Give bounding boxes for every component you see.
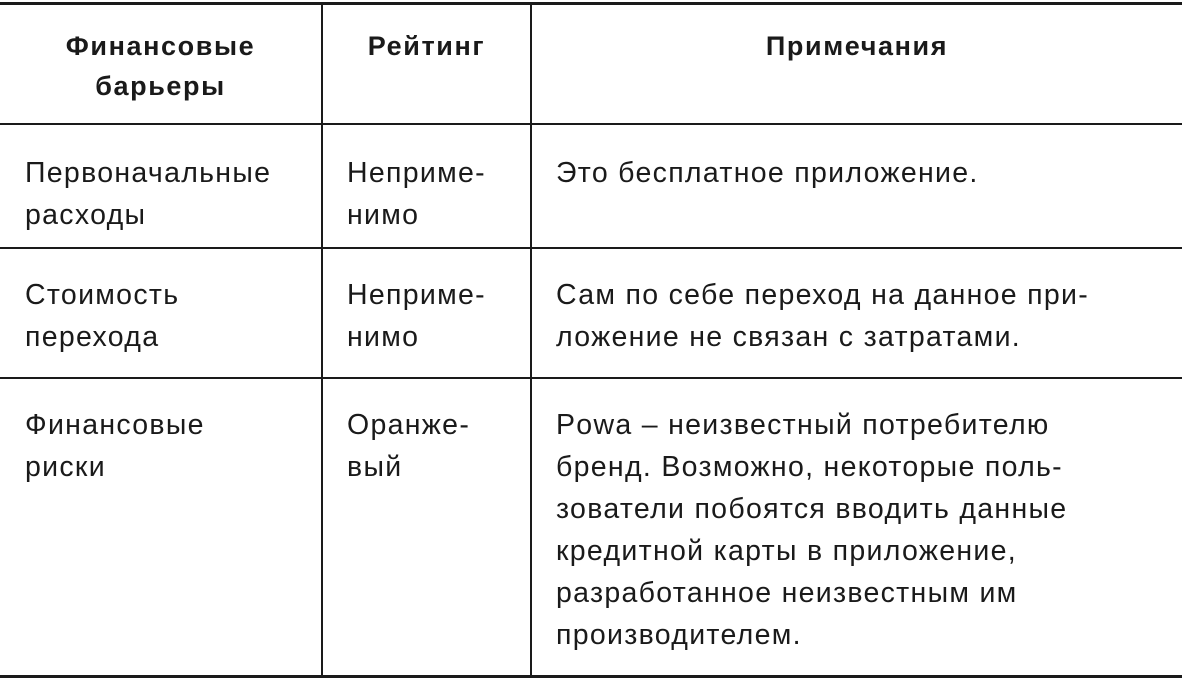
row-2-notes bbox=[556, 274, 1089, 358]
row-3-notes-line-1: Powa – неизвестный потребителю bbox=[556, 409, 1050, 441]
row-3-notes bbox=[556, 404, 1067, 656]
row-3-barrier bbox=[25, 404, 205, 488]
column-divider-1 bbox=[321, 2, 323, 678]
row-3-barrier-line-1: Финансовые bbox=[25, 409, 205, 441]
row-3-rating-line-1: Оранже- bbox=[347, 409, 471, 441]
row-2-bottom-rule bbox=[0, 377, 1182, 379]
row-3-notes-line-6: производителем. bbox=[556, 619, 802, 651]
column-divider-2 bbox=[530, 2, 532, 678]
row-1-barrier-line-2: расходы bbox=[25, 199, 147, 231]
row-1-rating-line-2: нимо bbox=[347, 199, 420, 231]
row-3-rating bbox=[347, 404, 470, 488]
row-1-bottom-rule bbox=[0, 247, 1182, 249]
row-1-barrier bbox=[25, 152, 271, 236]
table-bottom-rule bbox=[0, 675, 1182, 678]
row-1-barrier-line-1: Первоначальные bbox=[25, 157, 272, 189]
header-barriers-line-2: барьеры bbox=[95, 71, 226, 101]
row-3-rating-line-2: вый bbox=[347, 451, 403, 483]
row-3-barrier-line-2: риски bbox=[25, 451, 106, 483]
row-1-notes-line-1: Это бесплатное приложение. bbox=[556, 157, 979, 189]
header-barriers bbox=[0, 26, 321, 106]
row-2-notes-line-2: ложение не связан с затратами. bbox=[556, 321, 1022, 353]
header-bottom-rule bbox=[0, 123, 1182, 125]
row-2-rating bbox=[347, 274, 486, 358]
row-2-barrier-line-2: перехода bbox=[25, 321, 160, 353]
row-1-rating bbox=[347, 152, 486, 236]
row-3-notes-line-3: зователи побоятся вводить данные bbox=[556, 493, 1068, 525]
row-3-notes-line-4: кредитной карты в приложение, bbox=[556, 535, 1017, 567]
row-2-barrier bbox=[25, 274, 179, 358]
header-rating bbox=[323, 26, 530, 66]
row-2-barrier-line-1: Стоимость bbox=[25, 279, 180, 311]
row-3-notes-line-5: разработанное неизвестным им bbox=[556, 577, 1018, 609]
table-top-rule bbox=[0, 2, 1182, 5]
header-rating-line-1: Рейтинг bbox=[367, 31, 486, 61]
row-2-rating-line-1: Неприме- bbox=[347, 279, 486, 311]
row-2-notes-line-1: Сам по себе переход на данное при- bbox=[556, 279, 1090, 311]
header-notes-line-1: Примечания bbox=[765, 31, 949, 61]
row-1-rating-line-1: Неприме- bbox=[347, 157, 486, 189]
row-2-rating-line-2: нимо bbox=[347, 321, 420, 353]
header-notes bbox=[532, 26, 1182, 66]
row-3-notes-line-2: бренд. Возможно, некоторые поль- bbox=[556, 451, 1063, 483]
row-1-notes bbox=[556, 152, 979, 194]
header-barriers-line-1: Финансовые bbox=[65, 31, 256, 61]
